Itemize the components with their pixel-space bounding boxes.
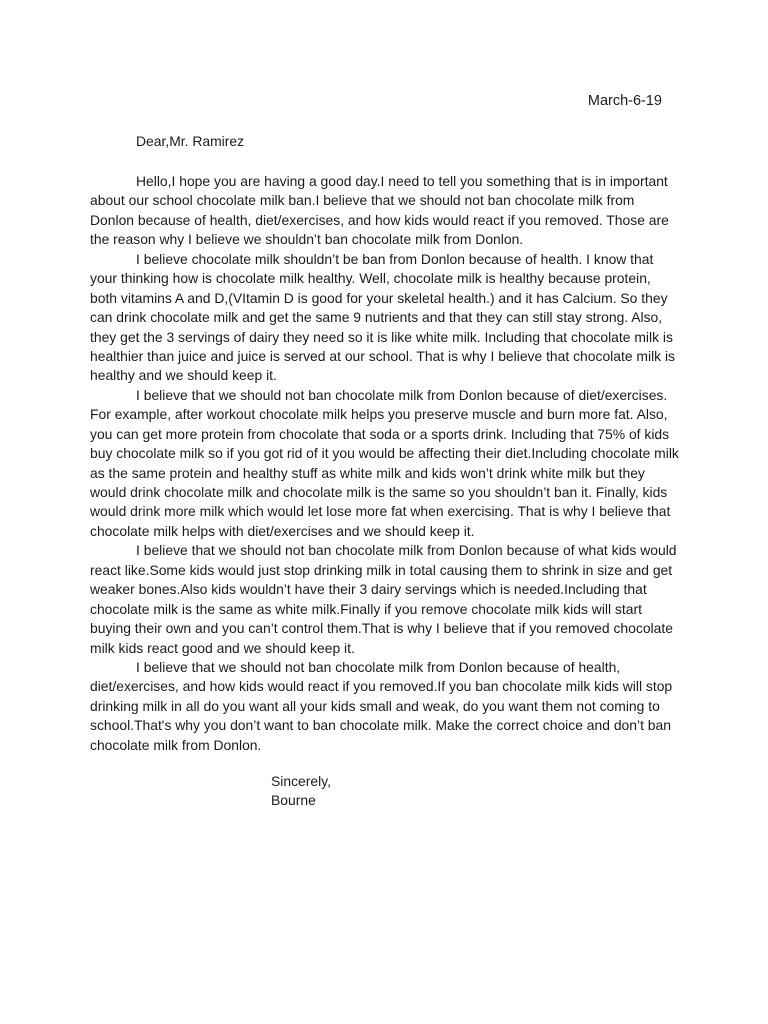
letter-line: buying their own and you can’t control them.That is why I believe that if you removed chocolate	[90, 620, 673, 637]
letter-salutation: Dear,Mr. Ramirez	[136, 133, 245, 149]
letter-line: as the same protein and healthy stuff as white milk and kids won’t drink white milk but they	[90, 464, 645, 481]
letter-line: buy chocolate milk so if you got rid of it you would be affecting their diet.Including chocolate milk	[90, 445, 679, 462]
letter-body	[90, 172, 684, 755]
letter-line: about our school chocolate milk ban.I believe that we should not ban chocolate milk from	[90, 192, 635, 209]
letter-line: the reason why I believe we shouldn’t ban chocolate milk from Donlon.	[90, 231, 524, 248]
letter-line: can drink chocolate milk and get the same 9 nutrients and that they can still stay strong. Also,	[90, 309, 663, 326]
letter-line: they get the 3 servings of dairy they need so it is like white milk. Including that chocolate milk is	[90, 328, 673, 345]
letter-line: would drink more milk which would let lose more fat when exercising. That is why I believe that	[90, 503, 671, 520]
letter-line: I believe that we should not ban chocolate milk from Donlon because of health,	[136, 658, 621, 675]
letter-line: I believe chocolate milk shouldn’t be ban from Donlon because of health. I know that	[136, 250, 654, 267]
letter-line: Hello,I hope you are having a good day.I need to tell you something that is in important	[136, 173, 668, 189]
letter-line: would drink chocolate milk and chocolate milk is the same so you shouldn’t ban it. Finally, kids	[90, 484, 668, 500]
letter-line: Donlon because of health, diet/exercises, and how kids would react if you removed. Those are	[90, 211, 669, 228]
letter-line: I believe that we should not ban chocolate milk from Donlon because of diet/exercises.	[136, 386, 668, 403]
letter-line: I believe that we should not ban chocolate milk from Donlon because of what kids would	[136, 542, 677, 559]
letter-line: diet/exercises, and how kids would react if you removed.If you ban chocolate milk kids will stop	[90, 678, 673, 695]
letter-line: school.That's why you don’t want to ban chocolate milk. Make the correct choice and don’t ban	[90, 717, 671, 734]
letter-line: you can get more protein from chocolate that soda or a sports drink. Including that 75% of kids	[90, 425, 670, 442]
letter-line: For example, after workout chocolate milk helps you preserve muscle and burn more fat. Also,	[90, 406, 668, 423]
letter-line: your thinking how is chocolate milk healthy. Well, chocolate milk is healthy because protein,	[90, 270, 651, 287]
letter-line: drinking milk in all do you want all your kids small and weak, do you want them not coming to	[90, 697, 660, 714]
letter-line: milk kids react good and we should keep it.	[90, 639, 355, 656]
letter-line: chocolate milk from Donlon.	[90, 736, 262, 753]
letter-closing: Sincerely,	[271, 773, 331, 789]
letter-line: react like.Some kids would just stop drinking milk in total causing them to shrink in size and get	[90, 561, 673, 578]
letter-line: healthier than juice and juice is served at our school. That is why I believe that chocolate milk is	[90, 347, 676, 364]
letter-line: weaker bones.Also kids wouldn’t have their 3 dairy servings which is needed.Including that	[90, 581, 647, 598]
letter-closing-block	[271, 772, 331, 811]
letter-line: chocolate milk helps with diet/exercises and we should keep it.	[90, 522, 475, 539]
letter-line: healthy and we should keep it.	[90, 367, 277, 384]
letter-date: March-6-19	[587, 93, 662, 109]
letter-line: chocolate milk is the same as white milk.Finally if you remove chocolate milk kids will start	[90, 600, 642, 617]
letter-line: both vitamins A and D,(VItamin D is good for your skeletal health.) and it has Calcium. So they	[90, 289, 668, 306]
letter-signature: Bourne	[271, 792, 316, 809]
